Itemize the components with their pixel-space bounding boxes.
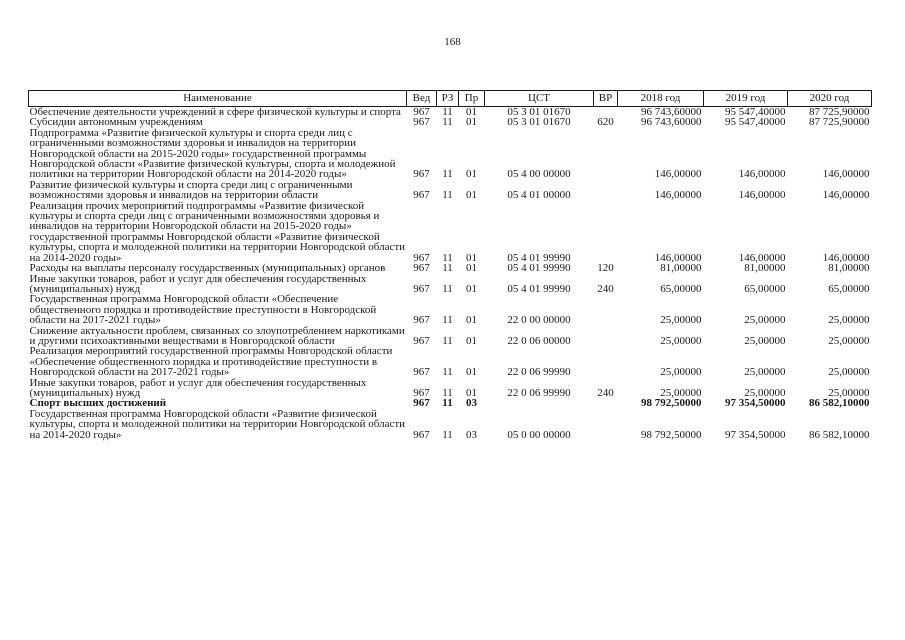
cell-ved: 967 <box>413 386 430 399</box>
cell-cst: 05 4 01 99990 <box>507 262 571 275</box>
cell-ved: 967 <box>413 428 430 441</box>
cell-pr: 01 <box>466 262 477 275</box>
cell-pr: 03 <box>466 397 477 410</box>
cell-pr: 01 <box>466 386 477 399</box>
cell-pr: 01 <box>466 189 477 202</box>
cell-vr <box>594 128 618 180</box>
cell-2020: 25,00000 <box>828 366 870 379</box>
cell-rz: 11 <box>442 314 453 327</box>
cell-ved: 967 <box>413 282 430 295</box>
header-ved: Вед <box>407 91 437 107</box>
cell-name: Спорт высших достижений <box>29 397 167 410</box>
cell-rz: 11 <box>442 116 453 129</box>
cell-2020: 86 582,10000 <box>809 428 870 441</box>
cell-cst: 05 0 00 00000 <box>507 428 571 441</box>
cell-2019: 25,00000 <box>744 314 786 327</box>
cell-cst: 22 0 00 00000 <box>507 314 571 327</box>
cell-2019: 146,00000 <box>738 189 786 202</box>
cell-name: Субсидии автономным учреждениям <box>29 116 203 129</box>
header-cst: ЦСТ <box>485 91 594 107</box>
cell-2020: 65,00000 <box>828 282 870 295</box>
cell-rz: 11 <box>442 168 453 181</box>
cell-vr <box>594 346 618 377</box>
cell-name: Расходы на выплаты персоналу государственных (муниципальных) органов <box>29 262 386 275</box>
cell-ved: 967 <box>413 251 430 264</box>
cell-2018: 98 792,50000 <box>641 397 702 410</box>
cell-2018: 25,00000 <box>660 314 702 327</box>
table-row <box>29 263 872 273</box>
header-pr: Пр <box>459 91 485 107</box>
cell-2020: 146,00000 <box>822 189 870 202</box>
cell-rz: 11 <box>442 282 453 295</box>
header-2018: 2018 год <box>618 91 704 107</box>
cell-ved: 967 <box>413 314 430 327</box>
cell-2018: 25,00000 <box>660 386 702 399</box>
cell-rz: 11 <box>442 386 453 399</box>
cell-2018: 146,00000 <box>654 189 702 202</box>
cell-2018: 81,00000 <box>660 262 702 275</box>
cell-rz: 11 <box>442 334 453 347</box>
cell-name: Государственная программа Новгородской области «Обеспечение общественного порядка и противодействие преступности в Новгородской области на 2017-2021 годы» <box>29 293 377 327</box>
table-row <box>29 180 872 201</box>
cell-cst: 22 0 06 99990 <box>507 366 571 379</box>
table-row <box>29 274 872 295</box>
cell-name: Реализация мероприятий государственной программы Новгородской области «Обеспечение общественного порядка и противодействие преступности в Новгородской области на 2017-2021 годы» <box>29 345 393 379</box>
cell-cst: 05 4 01 00000 <box>507 189 571 202</box>
cell-2020: 146,00000 <box>822 251 870 264</box>
cell-2018: 25,00000 <box>660 366 702 379</box>
cell-cst: 05 4 01 99990 <box>507 251 571 264</box>
table-row <box>29 409 872 440</box>
cell-pr: 01 <box>466 334 477 347</box>
cell-rz: 11 <box>442 366 453 379</box>
cell-ved: 967 <box>413 334 430 347</box>
cell-2019: 95 547,40000 <box>725 116 786 129</box>
cell-pr: 01 <box>466 106 477 118</box>
cell-vr <box>594 409 618 440</box>
cell-name: Подпрограмма «Развитие физической культуры и спорта среди лиц с ограниченными возможностями здоровья и инвалидов на территории Новгородской области на 2015-2020 годы» государственной программы Новгородской области «Развитие физической культуры, спорта и молодежной политики на территории Новгородской области на 2014-2020 годы» <box>29 126 396 181</box>
cell-ved: 967 <box>413 262 430 275</box>
cell-2019: 81,00000 <box>744 262 786 275</box>
cell-pr: 01 <box>466 314 477 327</box>
cell-2019: 65,00000 <box>744 282 786 295</box>
cell-cst: 05 3 01 01670 <box>507 106 571 118</box>
cell-name: Иные закупки товаров, работ и услуг для обеспечения государственных (муниципальных) нужд <box>29 376 367 399</box>
page-number: 168 <box>444 36 461 48</box>
cell-name: Государственная программа Новгородской области «Развитие физической культуры, спорта и молодежной политики на территории Новгородской области на 2014-2020 годы» <box>29 407 406 441</box>
cell-2019: 97 354,50000 <box>725 397 786 410</box>
table-row <box>29 128 872 180</box>
cell-rz: 11 <box>442 251 453 264</box>
table-row <box>29 326 872 347</box>
cell-2019: 97 354,50000 <box>725 428 786 441</box>
cell-vr: 120 <box>597 262 614 275</box>
header-2019: 2019 год <box>704 91 788 107</box>
table-row <box>29 294 872 325</box>
cell-pr: 01 <box>466 168 477 181</box>
cell-2018: 96 743,60000 <box>641 116 702 129</box>
cell-pr: 01 <box>466 366 477 379</box>
cell-2019: 25,00000 <box>744 334 786 347</box>
header-rz: РЗ <box>437 91 459 107</box>
cell-cst: 05 4 00 00000 <box>507 168 571 181</box>
cell-vr <box>594 180 618 201</box>
table-row <box>29 378 872 399</box>
cell-pr: 01 <box>466 282 477 295</box>
cell-ved: 967 <box>413 168 430 181</box>
cell-ved: 967 <box>413 366 430 379</box>
cell-cst: 22 0 06 00000 <box>507 334 571 347</box>
cell-pr: 01 <box>466 251 477 264</box>
cell-ved: 967 <box>413 116 430 129</box>
cell-name: Обеспечение деятельности учреждений в сфере физической культуры и спорта <box>29 106 401 118</box>
cell-2019: 146,00000 <box>738 251 786 264</box>
budget-table <box>28 90 872 440</box>
cell-2018: 96 743,60000 <box>641 106 702 118</box>
cell-2018: 65,00000 <box>660 282 702 295</box>
cell-2020: 87 725,90000 <box>809 106 870 118</box>
cell-2019: 95 547,40000 <box>725 106 786 118</box>
cell-2020: 25,00000 <box>828 334 870 347</box>
header-vr: ВР <box>594 91 618 107</box>
header-2020: 2020 год <box>788 91 872 107</box>
cell-vr <box>594 398 618 408</box>
cell-vr: 620 <box>597 116 614 129</box>
cell-name: Развитие физической культуры и спорта среди лиц с ограниченными возможностями здоровья и инвалидов на территории области <box>29 178 353 202</box>
cell-ved: 967 <box>413 397 430 410</box>
cell-cst <box>485 398 594 408</box>
cell-2018: 146,00000 <box>654 251 702 264</box>
cell-vr: 240 <box>597 282 614 295</box>
cell-cst: 22 0 06 99990 <box>507 386 571 399</box>
table-row <box>29 346 872 377</box>
header-name: Наименование <box>29 91 407 107</box>
cell-name: Иные закупки товаров, работ и услуг для обеспечения государственных (муниципальных) нужд <box>29 272 367 295</box>
cell-ved: 967 <box>413 106 430 118</box>
cell-2020: 146,00000 <box>822 168 870 181</box>
table-row <box>29 201 872 263</box>
cell-vr <box>594 326 618 347</box>
cell-rz: 11 <box>442 189 453 202</box>
cell-name: Снижение актуальности проблем, связанных со злоупотреблением наркотиками и другими психоактивными веществами в Новгородской области <box>29 324 405 347</box>
cell-rz: 11 <box>442 262 453 275</box>
cell-ved: 967 <box>413 189 430 202</box>
cell-2020: 86 582,10000 <box>809 397 870 410</box>
cell-2018: 25,00000 <box>660 334 702 347</box>
cell-rz: 11 <box>442 428 453 441</box>
cell-pr: 03 <box>466 428 477 441</box>
cell-rz: 11 <box>442 106 453 118</box>
cell-2020: 81,00000 <box>828 262 870 275</box>
cell-2020: 25,00000 <box>828 386 870 399</box>
cell-vr <box>594 201 618 263</box>
cell-2020: 25,00000 <box>828 314 870 327</box>
cell-2019: 25,00000 <box>744 366 786 379</box>
cell-2018: 146,00000 <box>654 168 702 181</box>
cell-vr <box>594 294 618 325</box>
cell-cst: 05 4 01 99990 <box>507 282 571 295</box>
cell-rz: 11 <box>442 397 453 410</box>
cell-2020: 87 725,90000 <box>809 116 870 129</box>
cell-pr: 01 <box>466 116 477 129</box>
table-header-row <box>29 91 872 107</box>
cell-name: Реализация прочих мероприятий подпрограммы «Развитие физической культуры и спорта среди лиц с ограниченными возможностями здоровья и инвалидов на территории Новгородской области на 2015-2020 годы» государственной программы Новгородской области «Развитие физической культуры, спорта и молодежной политики на территории Новгородской области на 2014-2020 годы» <box>29 199 406 264</box>
cell-2019: 146,00000 <box>738 168 786 181</box>
cell-2019: 25,00000 <box>744 386 786 399</box>
cell-cst: 05 3 01 01670 <box>507 116 571 129</box>
cell-vr: 240 <box>597 386 614 399</box>
cell-2018: 98 792,50000 <box>641 428 702 441</box>
